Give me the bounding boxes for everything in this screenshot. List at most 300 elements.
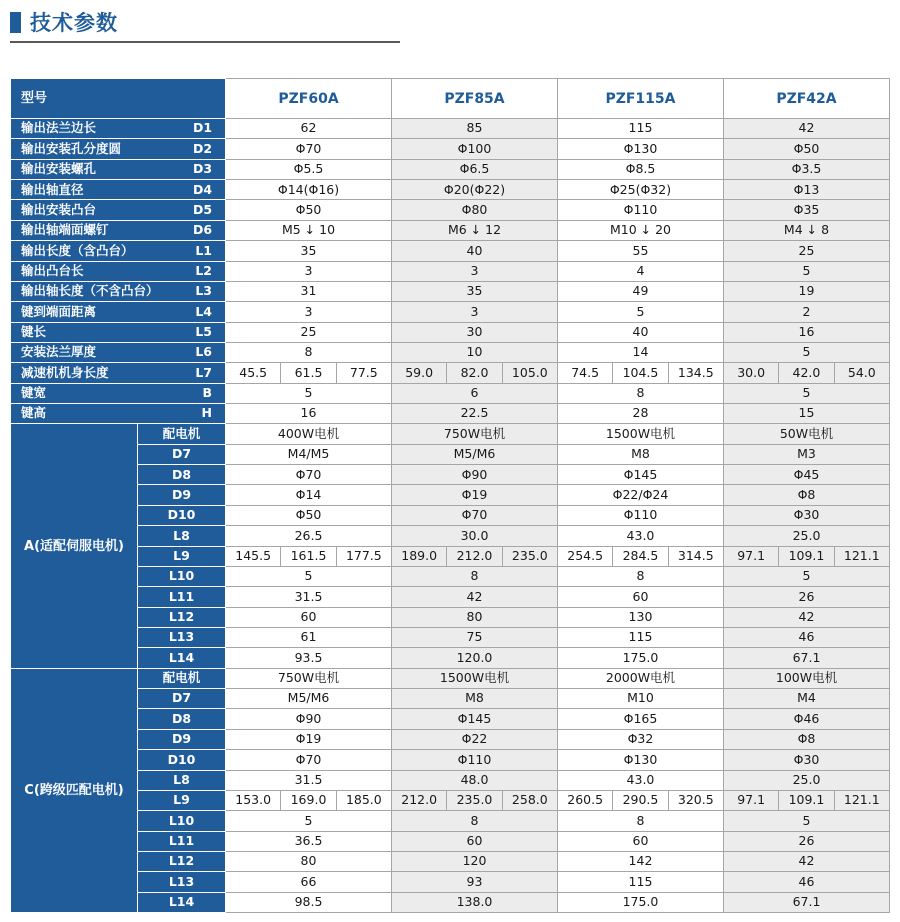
value-cell: Φ80 [392, 200, 558, 220]
value-subcell: 254.5 [557, 546, 612, 566]
value-cell: 50W电机 [723, 424, 889, 444]
section-0-row-D10 [11, 505, 890, 525]
value-cell: Φ8 [723, 485, 889, 505]
value-cell: 5 [226, 811, 392, 831]
value-cell: 31.5 [226, 770, 392, 790]
value-cell: 42 [723, 607, 889, 627]
param-label-cell [11, 281, 226, 301]
value-cell: 750W电机 [226, 668, 392, 688]
param-label: 键宽 [21, 385, 47, 401]
param-code: B [202, 385, 213, 401]
param-code: D5 [192, 201, 213, 217]
value-cell: 60 [226, 607, 392, 627]
value-cell: Φ6.5 [392, 159, 558, 179]
value-cell: 130 [557, 607, 723, 627]
value-subcell: 59.0 [392, 363, 447, 383]
param-code-cell: D10 [138, 750, 226, 770]
value-subcell: 284.5 [613, 546, 668, 566]
model-header-PZF115A: PZF115A [557, 79, 723, 119]
section-0-row-L9 [11, 546, 890, 566]
model-header-PZF42A: PZF42A [723, 79, 889, 119]
value-cell: 14 [557, 342, 723, 362]
value-cell: 26 [723, 587, 889, 607]
value-cell: 8 [392, 566, 558, 586]
value-cell: M3 [723, 444, 889, 464]
section-1-row-L11 [11, 831, 890, 851]
value-cell: 120.0 [392, 648, 558, 668]
value-cell: 48.0 [392, 770, 558, 790]
value-cell: 36.5 [226, 831, 392, 851]
param-label-cell [11, 119, 226, 139]
param-row-L1 [11, 241, 890, 261]
section-1-row-L13 [11, 872, 890, 892]
value-subcell: 134.5 [668, 363, 723, 383]
value-cell: 5 [723, 342, 889, 362]
value-cell: 120 [392, 851, 558, 871]
value-subcell: 258.0 [502, 790, 557, 810]
section-title [10, 7, 118, 37]
page-title: 技术参数 [30, 11, 118, 35]
value-cell: 31 [226, 281, 392, 301]
value-cell: 93 [392, 872, 558, 892]
param-label-cell [11, 363, 226, 383]
param-row-L6 [11, 342, 890, 362]
param-code: L4 [195, 303, 213, 319]
value-cell: Φ145 [557, 465, 723, 485]
param-code-cell: L13 [138, 627, 226, 647]
param-code-cell: L11 [138, 831, 226, 851]
model-header-label: 型号 [11, 79, 226, 119]
value-cell: 8 [226, 342, 392, 362]
param-row-L4 [11, 302, 890, 322]
value-cell: Φ30 [723, 505, 889, 525]
section-1-row-D8 [11, 709, 890, 729]
value-cell: 42 [723, 119, 889, 139]
param-row-H [11, 404, 890, 424]
section-0-row-L12 [11, 607, 890, 627]
value-cell: 750W电机 [392, 424, 558, 444]
value-subcell: 97.1 [723, 790, 778, 810]
value-cell: 1500W电机 [392, 668, 558, 688]
value-cell: Φ90 [226, 709, 392, 729]
value-cell: Φ70 [226, 465, 392, 485]
value-subcell: 121.1 [834, 790, 889, 810]
value-cell: 8 [557, 566, 723, 586]
value-subcell: 54.0 [834, 363, 889, 383]
value-cell: Φ145 [392, 709, 558, 729]
value-cell: 55 [557, 241, 723, 261]
param-label: 输出安装孔分度圆 [21, 140, 122, 156]
param-label: 减速机机身长度 [21, 364, 109, 380]
param-code: L3 [195, 283, 213, 299]
model-header-PZF60A: PZF60A [226, 79, 392, 119]
value-cell: Φ70 [226, 139, 392, 159]
param-code-cell: L14 [138, 892, 226, 912]
value-cell: 85 [392, 119, 558, 139]
value-subcell: 121.1 [834, 546, 889, 566]
section-1-row-D10 [11, 750, 890, 770]
value-cell: 35 [226, 241, 392, 261]
value-cell: 8 [392, 811, 558, 831]
value-cell: 3 [226, 302, 392, 322]
value-cell: 80 [226, 851, 392, 871]
value-cell: 5 [723, 383, 889, 403]
value-subcell: 189.0 [392, 546, 447, 566]
section-0-row-D9 [11, 485, 890, 505]
value-cell: 80 [392, 607, 558, 627]
spec-table-body [11, 119, 890, 913]
param-code-cell: L9 [138, 790, 226, 810]
param-code-cell: L9 [138, 546, 226, 566]
section-1-row-L8 [11, 770, 890, 790]
value-cell: Φ35 [723, 200, 889, 220]
param-label: 键高 [21, 405, 47, 421]
value-cell: Φ19 [392, 485, 558, 505]
value-subcell: 153.0 [226, 790, 281, 810]
param-row-D4 [11, 180, 890, 200]
value-cell: 8 [557, 811, 723, 831]
param-label-cell [11, 404, 226, 424]
title-bullet-icon [10, 12, 21, 33]
value-subcell: 105.0 [502, 363, 557, 383]
value-cell: M10 [557, 689, 723, 709]
value-cell: 2 [723, 302, 889, 322]
value-cell: M5 ↓ 10 [226, 220, 392, 240]
value-cell: 15 [723, 404, 889, 424]
title-underline [10, 41, 400, 43]
value-subcell: 212.0 [392, 790, 447, 810]
value-subcell: 235.0 [502, 546, 557, 566]
param-label-cell [11, 159, 226, 179]
value-cell: 19 [723, 281, 889, 301]
value-subcell: 104.5 [613, 363, 668, 383]
value-cell: 28 [557, 404, 723, 424]
value-cell: Φ5.5 [226, 159, 392, 179]
value-subcell: 185.0 [336, 790, 391, 810]
value-cell: Φ19 [226, 729, 392, 749]
value-cell: 5 [723, 811, 889, 831]
value-subcell: 235.0 [447, 790, 502, 810]
value-subcell: 74.5 [557, 363, 612, 383]
value-cell: 93.5 [226, 648, 392, 668]
value-cell: 115 [557, 872, 723, 892]
value-cell: 35 [392, 281, 558, 301]
param-label-cell [11, 261, 226, 281]
value-cell: 60 [557, 587, 723, 607]
value-cell: 98.5 [226, 892, 392, 912]
value-cell: 175.0 [557, 892, 723, 912]
value-cell: 43.0 [557, 526, 723, 546]
value-cell: 49 [557, 281, 723, 301]
value-cell: Φ8 [723, 729, 889, 749]
param-code-cell: L10 [138, 566, 226, 586]
param-code-cell: L13 [138, 872, 226, 892]
value-cell: M10 ↓ 20 [557, 220, 723, 240]
value-cell: Φ100 [392, 139, 558, 159]
value-cell: M8 [557, 444, 723, 464]
param-label-cell [11, 322, 226, 342]
model-header-PZF85A: PZF85A [392, 79, 558, 119]
value-subcell: 290.5 [613, 790, 668, 810]
param-code-cell: L12 [138, 607, 226, 627]
value-cell: 5 [723, 566, 889, 586]
value-cell: 60 [557, 831, 723, 851]
value-subcell: 45.5 [226, 363, 281, 383]
param-label-cell [11, 139, 226, 159]
param-label-cell [11, 241, 226, 261]
param-row-D3 [11, 159, 890, 179]
param-row-L5 [11, 322, 890, 342]
param-code-cell: D8 [138, 465, 226, 485]
value-cell: Φ45 [723, 465, 889, 485]
value-cell: 30 [392, 322, 558, 342]
value-cell: M4/M5 [226, 444, 392, 464]
value-cell: 10 [392, 342, 558, 362]
value-cell: 25 [226, 322, 392, 342]
value-cell: 5 [226, 566, 392, 586]
value-cell: M5/M6 [392, 444, 558, 464]
param-label: 输出长度（含凸台） [21, 242, 134, 258]
value-subcell: 97.1 [723, 546, 778, 566]
param-label: 输出安装凸台 [21, 201, 97, 217]
section-1-row-配电机 [11, 668, 890, 688]
value-cell: M4 [723, 689, 889, 709]
value-cell: 3 [392, 302, 558, 322]
param-code-cell: D8 [138, 709, 226, 729]
param-label: 输出安装螺孔 [21, 161, 97, 177]
value-cell: Φ70 [392, 505, 558, 525]
param-label: 键长 [21, 324, 47, 340]
param-label-cell [11, 302, 226, 322]
value-cell: M6 ↓ 12 [392, 220, 558, 240]
value-cell: Φ20(Φ22) [392, 180, 558, 200]
param-code: D2 [192, 140, 213, 156]
param-label: 输出凸台长 [21, 262, 84, 278]
param-row-D1 [11, 119, 890, 139]
value-cell: 3 [392, 261, 558, 281]
value-subcell: 212.0 [447, 546, 502, 566]
param-label-cell [11, 342, 226, 362]
param-code-cell: D9 [138, 729, 226, 749]
value-cell: Φ22 [392, 729, 558, 749]
param-row-L2 [11, 261, 890, 281]
param-code: L6 [195, 344, 213, 360]
value-cell: 3 [226, 261, 392, 281]
value-cell: M8 [392, 689, 558, 709]
param-code-cell: L11 [138, 587, 226, 607]
section-0-row-配电机 [11, 424, 890, 444]
value-cell: 115 [557, 119, 723, 139]
value-cell: Φ70 [226, 750, 392, 770]
param-code-cell: L8 [138, 526, 226, 546]
value-subcell: 42.0 [779, 363, 834, 383]
value-cell: 30.0 [392, 526, 558, 546]
param-label: 输出轴端面螺钉 [21, 222, 109, 238]
section-0-row-L13 [11, 627, 890, 647]
value-cell: 1500W电机 [557, 424, 723, 444]
value-cell: 16 [226, 404, 392, 424]
value-cell: Φ110 [392, 750, 558, 770]
param-label-cell [11, 383, 226, 403]
param-label-cell [11, 220, 226, 240]
value-cell: Φ50 [226, 200, 392, 220]
value-cell: Φ50 [226, 505, 392, 525]
param-label: 安装法兰厚度 [21, 344, 97, 360]
value-cell: 46 [723, 627, 889, 647]
value-cell: 25 [723, 241, 889, 261]
param-code-cell: D9 [138, 485, 226, 505]
value-cell: 16 [723, 322, 889, 342]
param-code-cell: D10 [138, 505, 226, 525]
section-label: C(跨级匹配电机) [11, 668, 138, 912]
section-1-row-L9 [11, 790, 890, 810]
param-label-cell [11, 180, 226, 200]
value-cell: M5/M6 [226, 689, 392, 709]
value-subcell: 30.0 [723, 363, 778, 383]
value-cell: 175.0 [557, 648, 723, 668]
value-cell: 66 [226, 872, 392, 892]
section-0-row-L14 [11, 648, 890, 668]
section-1-row-L10 [11, 811, 890, 831]
param-label: 键到端面距离 [21, 303, 97, 319]
value-subcell: 177.5 [336, 546, 391, 566]
param-code: L5 [195, 324, 213, 340]
section-label: A(适配伺服电机) [11, 424, 138, 668]
param-code-cell: L12 [138, 851, 226, 871]
param-code: D3 [192, 161, 213, 177]
value-cell: M4 ↓ 8 [723, 220, 889, 240]
value-cell: 25.0 [723, 770, 889, 790]
param-row-D5 [11, 200, 890, 220]
value-cell: 5 [226, 383, 392, 403]
value-cell: 67.1 [723, 892, 889, 912]
param-code: L7 [195, 364, 213, 380]
param-code-cell: D7 [138, 444, 226, 464]
section-0-row-D7 [11, 444, 890, 464]
param-label: 输出法兰边长 [21, 120, 97, 136]
value-cell: 25.0 [723, 526, 889, 546]
param-label: 输出轴长度（不含凸台） [21, 283, 159, 299]
value-subcell: 61.5 [281, 363, 336, 383]
param-code-cell: D7 [138, 689, 226, 709]
value-subcell: 169.0 [281, 790, 336, 810]
value-cell: 26 [723, 831, 889, 851]
value-cell: 43.0 [557, 770, 723, 790]
spec-table [10, 78, 890, 913]
value-subcell: 109.1 [779, 546, 834, 566]
value-cell: 40 [392, 241, 558, 261]
value-cell: 62 [226, 119, 392, 139]
param-row-L7 [11, 363, 890, 383]
section-1-row-L12 [11, 851, 890, 871]
value-cell: Φ90 [392, 465, 558, 485]
param-label: 输出轴直径 [21, 181, 84, 197]
value-cell: Φ110 [557, 200, 723, 220]
param-code-cell: 配电机 [138, 668, 226, 688]
value-cell: Φ25(Φ32) [557, 180, 723, 200]
param-code: D6 [192, 222, 213, 238]
value-cell: 5 [723, 261, 889, 281]
value-cell: 5 [557, 302, 723, 322]
value-cell: 22.5 [392, 404, 558, 424]
value-cell: 31.5 [226, 587, 392, 607]
section-1-row-L14 [11, 892, 890, 912]
param-code: D1 [192, 120, 213, 136]
param-code-cell: L8 [138, 770, 226, 790]
value-cell: 42 [392, 587, 558, 607]
value-subcell: 320.5 [668, 790, 723, 810]
value-cell: 8 [557, 383, 723, 403]
param-code: L1 [195, 242, 213, 258]
section-0-row-L10 [11, 566, 890, 586]
value-cell: 142 [557, 851, 723, 871]
value-cell: Φ32 [557, 729, 723, 749]
param-row-B [11, 383, 890, 403]
value-subcell: 109.1 [779, 790, 834, 810]
param-code: D4 [192, 181, 213, 197]
value-cell: 26.5 [226, 526, 392, 546]
value-cell: 138.0 [392, 892, 558, 912]
section-0-row-D8 [11, 465, 890, 485]
value-cell: Φ130 [557, 139, 723, 159]
value-cell: Φ3.5 [723, 159, 889, 179]
value-cell: 75 [392, 627, 558, 647]
value-cell: 100W电机 [723, 668, 889, 688]
param-code: H [201, 405, 213, 421]
value-cell: Φ130 [557, 750, 723, 770]
param-code-cell: 配电机 [138, 424, 226, 444]
value-subcell: 260.5 [557, 790, 612, 810]
value-subcell: 314.5 [668, 546, 723, 566]
value-cell: 400W电机 [226, 424, 392, 444]
value-cell: 46 [723, 872, 889, 892]
section-0-row-L11 [11, 587, 890, 607]
value-cell: Φ30 [723, 750, 889, 770]
value-cell: 60 [392, 831, 558, 851]
value-cell: 4 [557, 261, 723, 281]
param-row-D6 [11, 220, 890, 240]
value-cell: Φ14 [226, 485, 392, 505]
value-cell: 115 [557, 627, 723, 647]
value-subcell: 161.5 [281, 546, 336, 566]
param-label-cell [11, 200, 226, 220]
param-row-D2 [11, 139, 890, 159]
value-cell: Φ165 [557, 709, 723, 729]
table-header-row [11, 79, 890, 119]
param-code-cell: L10 [138, 811, 226, 831]
value-subcell: 82.0 [447, 363, 502, 383]
value-subcell: 145.5 [226, 546, 281, 566]
value-cell: Φ110 [557, 505, 723, 525]
value-cell: Φ22/Φ24 [557, 485, 723, 505]
value-cell: 42 [723, 851, 889, 871]
value-cell: 61 [226, 627, 392, 647]
value-cell: 2000W电机 [557, 668, 723, 688]
value-subcell: 77.5 [336, 363, 391, 383]
value-cell: Φ46 [723, 709, 889, 729]
param-code: L2 [195, 262, 213, 278]
param-row-L3 [11, 281, 890, 301]
value-cell: Φ13 [723, 180, 889, 200]
section-0-row-L8 [11, 526, 890, 546]
section-1-row-D9 [11, 729, 890, 749]
section-1-row-D7 [11, 689, 890, 709]
value-cell: 40 [557, 322, 723, 342]
value-cell: Φ14(Φ16) [226, 180, 392, 200]
value-cell: 67.1 [723, 648, 889, 668]
value-cell: Φ50 [723, 139, 889, 159]
param-code-cell: L14 [138, 648, 226, 668]
